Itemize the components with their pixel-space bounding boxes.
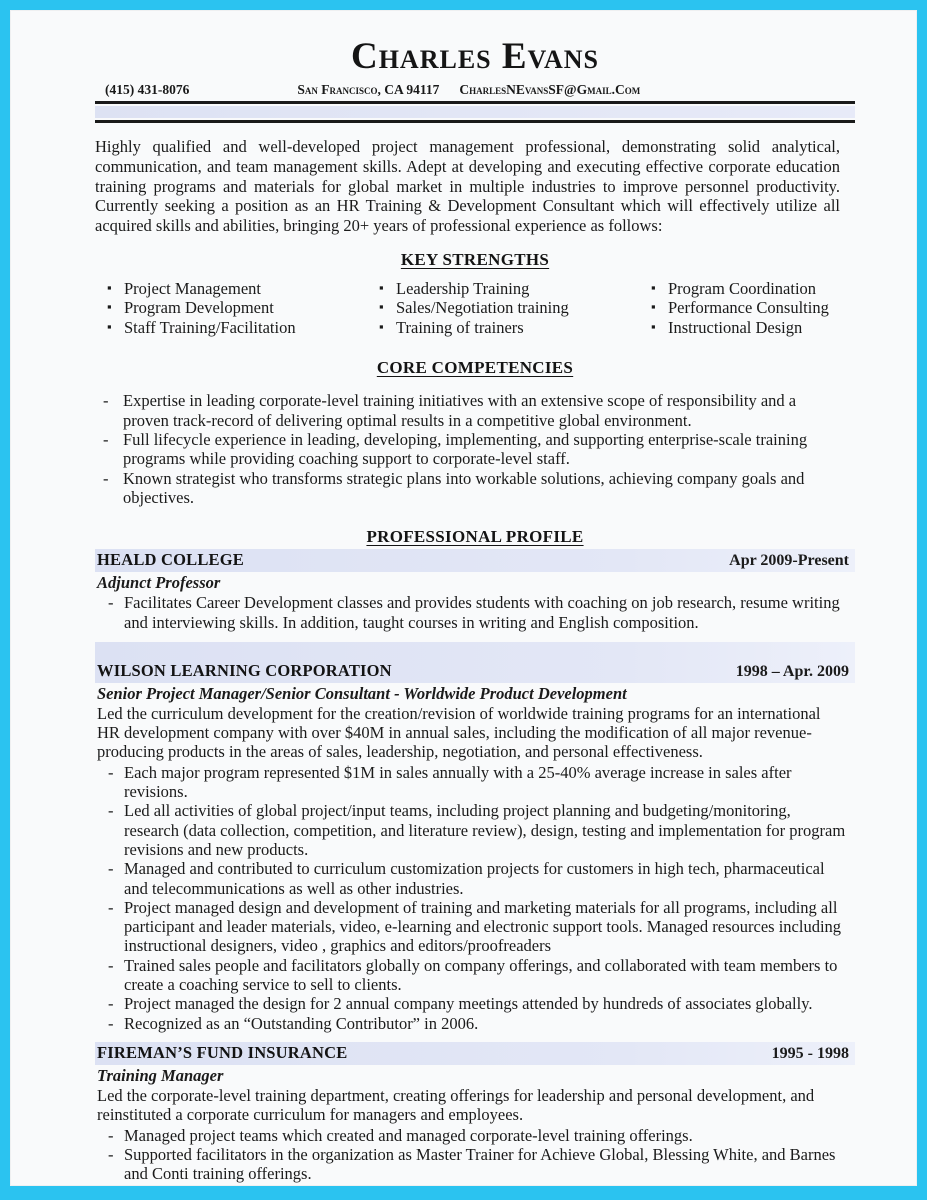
job-bullet-list [107,763,847,1033]
job-title: Training Manager [97,1065,224,1085]
resume-content [10,38,917,1183]
job-bullet-list [107,593,847,632]
competency-item: - Full lifecycle experience in leading, developing, implementing, and supporting enterprise-scale training programs while providing coaching support to corporate-level staff. [100,430,845,469]
resume-page [10,10,917,1186]
strength-item: ▪ Performance Consulting [651,298,855,318]
contact-location: San Francisco, CA 94117 [297,82,440,97]
key-strengths-grid [95,279,855,338]
job-band [95,549,855,572]
job-band [95,1042,855,1065]
job-intro: Led the curriculum development for the creation/revision of worldwide training programs for an international HR development company with over $40M in annual sales, including the modification of all major revenue-producing products in the areas of sales, leadership, negotiation, and personal effectiveness. [97,703,821,762]
strength-item: ▪ Program Coordination [651,279,855,299]
job-dates: 1998 – Apr. 2009 [735,662,849,680]
job-entry-firemans-fund [95,1042,855,1183]
job-bullet: - Led all activities of global project/input teams, including project planning and budgeting/monitoring, research (data collection, competition, and literature review), design, testing and implementation for program revisions and new products. [107,801,847,859]
contact-row [95,82,855,98]
strength-item: ▪ Leadership Training [379,279,651,299]
key-strengths-heading: KEY STRENGTHS [400,249,550,269]
separator-bottom-rule [95,120,855,123]
job-bullet-list [107,1126,847,1184]
professional-profile-heading: PROFESSIONAL PROFILE [366,527,584,547]
competency-item: - Known strategist who transforms strategic plans into workable solutions, achieving company goals and objectives. [100,469,845,508]
job-bullet: - Recognized as an “Outstanding Contributor” in 2006. [107,1014,847,1033]
header-separator [95,101,855,123]
strength-item: ▪ Training of trainers [379,318,651,338]
job-title: Adjunct Professor [97,573,221,593]
job-bullet: - Project managed the design for 2 annual company meetings attended by hundreds of associates globally. [107,994,847,1013]
job-bullet: - Trained sales people and facilitators globally on company offerings, and collaborated with team members to create a coaching service to sell to clients. [107,956,847,995]
strength-item: ▪ Instructional Design [651,318,855,338]
job-bullet: - Managed and contributed to curriculum customization projects for customers in high tech, pharmaceutical and telecommunications as well as other industries. [107,859,847,898]
contact-email: CharlesNEvansSF@Gmail.Com [459,82,641,97]
company-name: HEALD COLLEGE [97,550,245,570]
job-band [95,642,855,683]
key-strengths-column-1 [107,279,379,338]
key-strengths-column-2 [379,279,651,338]
separator-band [95,106,855,118]
job-title: Senior Project Manager/Senior Consultant - Worldwide Product Development [97,683,627,703]
strength-item: ▪ Staff Training/Facilitation [107,318,379,338]
job-dates: 1995 - 1998 [771,1044,849,1062]
job-dates: Apr 2009-Present [729,552,849,570]
job-entry-heald-college [95,549,855,632]
contact-phone: (415) 431-8076 [105,82,190,97]
strength-item: ▪ Program Development [107,298,379,318]
strength-item: ▪ Project Management [107,279,379,299]
company-name: FIREMAN’S FUND INSURANCE [97,1042,348,1062]
company-name: WILSON LEARNING CORPORATION [97,660,392,680]
job-bullet: - Facilitates Career Development classes and provides students with coaching on job research, resume writing and interviewing skills. In addition, taught courses in writing and English composition. [107,593,847,632]
job-bullet: - Project managed design and development of training and marketing materials for all programs, including all participant and leader materials, video, e-learning and electronic support tools. Managed resources including instructional designers, video , graphics and editors/proofreaders [107,898,847,956]
summary-paragraph: Highly qualified and well-developed project management professional, demonstrating solid analytical, communication, and team management skills. Adept at developing and executing effective corporate education training programs and materials for global market in multiple industries to improve personnel productivity. Currently seeking a position as an HR Training & Development Consultant which will effectively utilize all acquired skills and abilities, bringing 20+ years of professional experience as follows: [95,137,840,236]
key-strengths-column-3 [651,279,855,338]
job-intro: Led the corporate-level training department, creating offerings for leadership and personal development, and reinstituted a corporate curriculum for managers and employees. [97,1085,815,1125]
competency-item: - Expertise in leading corporate-level training initiatives with an extensive scope of responsibility and a proven track-record of delivering optimal results in a competitive global environment. [100,391,845,430]
core-competencies-heading: CORE COMPETENCIES [376,358,574,378]
job-bullet: - Each major program represented $1M in sales annually with a 25-40% average increase in sales after revisions. [107,763,847,802]
job-bullet: - Supported facilitators in the organization as Master Trainer for Achieve Global, Blessing White, and Barnes and Conti training offerings. [107,1145,847,1184]
job-bullet: - Managed project teams which created and managed corporate-level training offerings. [107,1126,847,1145]
person-name: Charles Evans [350,36,599,77]
strength-item: ▪ Sales/Negotiation training [379,298,651,318]
job-entry-wilson-learning [95,642,855,1033]
core-competencies-list [100,391,845,507]
